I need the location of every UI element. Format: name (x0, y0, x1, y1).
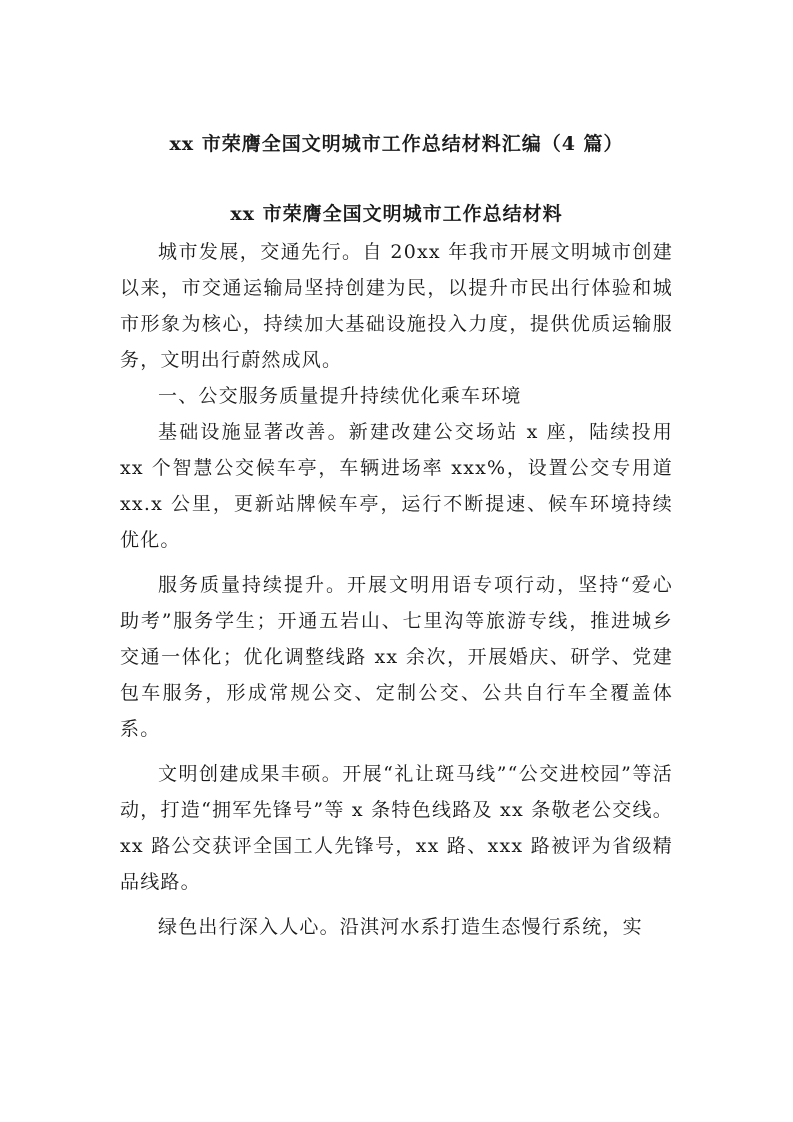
section-title: xx 市荣膺全国文明城市工作总结材料 (230, 203, 563, 225)
document-body (120, 234, 673, 945)
paragraph-green-travel: 绿色出行深入人心。沿淇河水系打造生态慢行系统，实 (158, 916, 643, 938)
paragraph-intro: 城市发展，交通先行。自 20xx 年我市开展文明城市创建以来，市交通运输局坚持创建为民，以提升市民出行体验和城市形象为核心，持续加大基础设施投入力度，提供优质运输服务，文明出行蔚然成风。 (120, 241, 673, 371)
paragraph-infrastructure: 基础设施显著改善。新建改建公交场站 x 座，陆续投用 xx 个智慧公交候车亭，车辆进场率 xxx%，设置公交专用道 xx.x 公里，更新站牌候车亭，运行不断提速、候车环境持续优化。 (120, 421, 673, 551)
paragraph-service-quality: 服务质量持续提升。开展文明用语专项行动，坚持“爱心助考”服务学生；开通五岩山、七里沟等旅游专线，推进城乡交通一体化；优化调整线路 xx 余次，开展婚庆、研学、党建包车服务，形成常规公交、定制公交、公共自行车全覆盖体系。 (120, 574, 673, 740)
paragraph-civilization: 文明创建成果丰硕。开展“礼让斑马线”“公交进校园”等活动，打造“拥军先锋号”等 x 条特色线路及 xx 条敬老公交线。xx 路公交获评全国工人先锋号，xx 路、xxx 路被评为省级精品线路。 (120, 763, 673, 893)
document-title: xx 市荣膺全国文明城市工作总结材料汇编（4 篇） (169, 133, 624, 155)
paragraph-heading-1: 一、公交服务质量提升持续优化乘车环境 (158, 385, 522, 407)
